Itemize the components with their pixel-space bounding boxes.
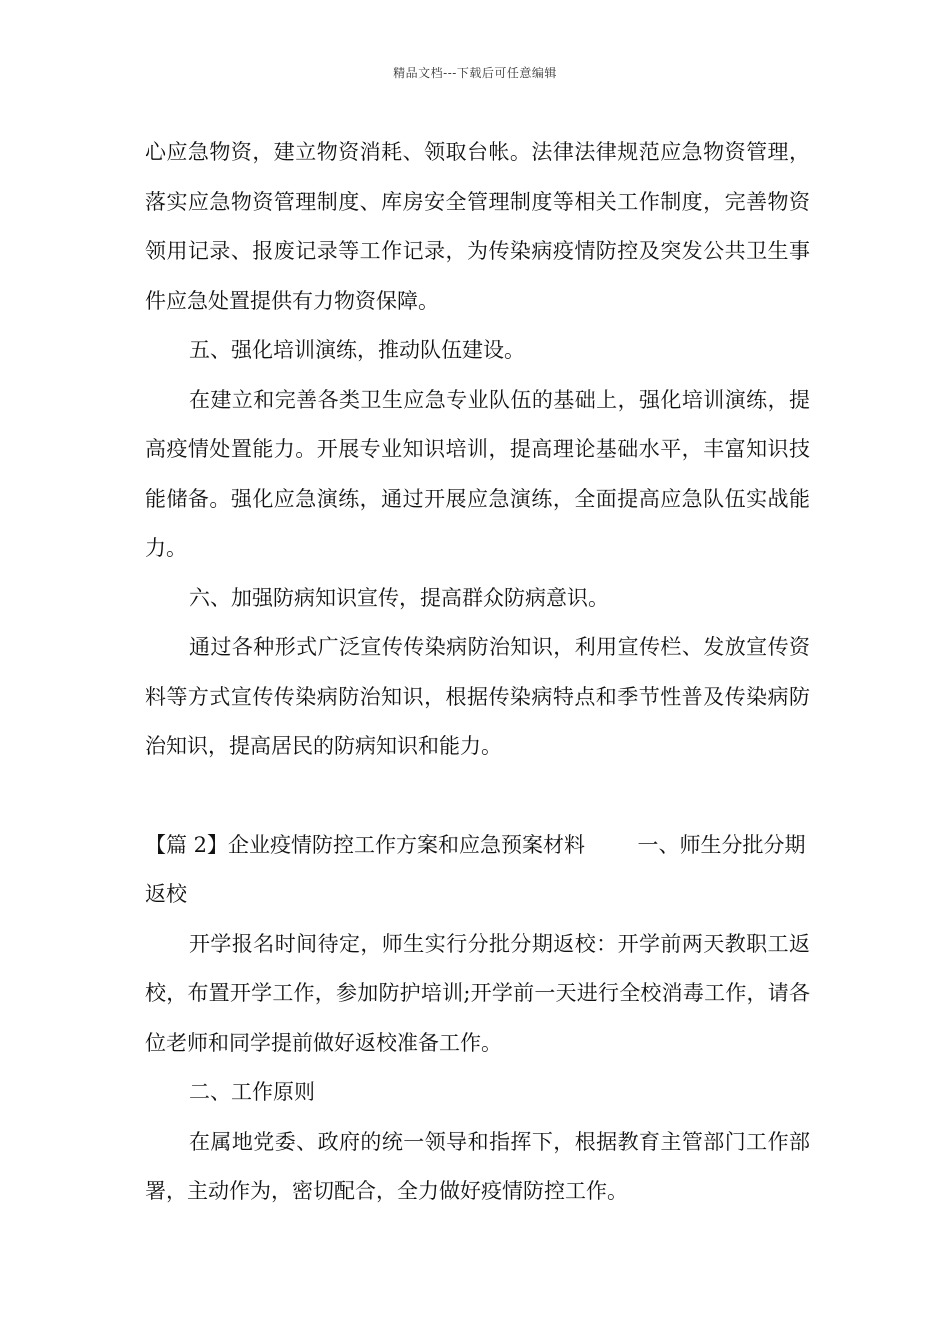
document-body xyxy=(145,128,810,1217)
article-2-heading xyxy=(145,821,810,920)
article-2-title: 【篇 2】企业疫情防控工作方案和应急预案材料 xyxy=(145,832,586,857)
section-heading-six: 六、加强防病知识宣传，提高群众防病意识。 xyxy=(189,585,609,610)
paragraph-principles: 在属地党委、政府的统一领导和指挥下，根据教育主管部门工作部署，主动作为，密切配合，全力做好疫情防控工作。 xyxy=(145,1129,810,1203)
paragraph-return-school: 开学报名时间待定，师生实行分批分期返校：开学前两天教职工返校，布置开学工作，参加防护培训;开学前一天进行全校消毒工作，请各位老师和同学提前做好返校准备工作。 xyxy=(145,931,810,1055)
section-heading-five: 五、强化培训演练，推动队伍建设。 xyxy=(189,338,525,362)
article-2-subtitle: 一、师生分批分期返校 xyxy=(145,832,806,906)
paragraph-publicity: 通过各种形式广泛宣传传染病防治知识，利用宣传栏、发放宣传资料等方式宣传传染病防治知识，根据传染病特点和季节性普及传染病防治知识，提高居民的防病知识和能力。 xyxy=(145,635,810,758)
paragraph-continuation: 心应急物资，建立物资消耗、领取台帐。法律法律规范应急物资管理，落实应急物资管理制度、库房安全管理制度等相关工作制度，完善物资领用记录、报废记录等工作记录，为传染病疫情防控及突发公共卫生事件应急处置提供有力物资保障。 xyxy=(145,140,810,313)
page-header: 精品文档---下载后可任意编辑 xyxy=(393,66,557,80)
section-heading-principles: 二、工作原则 xyxy=(189,1080,315,1104)
section-spacer xyxy=(145,772,810,821)
paragraph-training: 在建立和完善各类卫生应急专业队伍的基础上，强化培训演练，提高疫情处置能力。开展专业知识培训，提高理论基础水平，丰富知识技能储备。强化应急演练，通过开展应急演练，全面提高应急队伍实战能力。 xyxy=(145,387,810,560)
